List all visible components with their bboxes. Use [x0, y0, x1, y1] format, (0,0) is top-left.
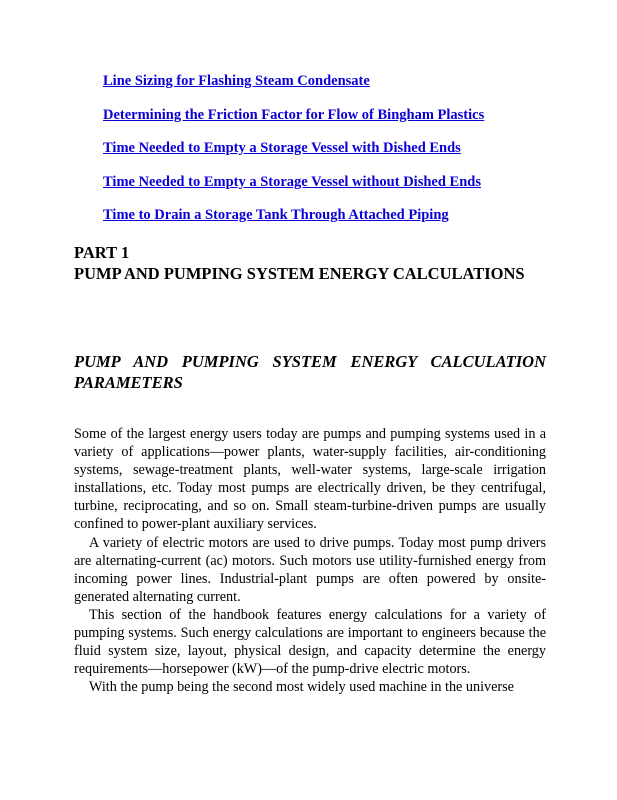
link-drain-storage-tank-attached-piping[interactable]: Time to Drain a Storage Tank Through Attached Piping: [103, 207, 449, 223]
paragraph: This section of the handbook features energy calculations for a variety of pumping systems. Such energy calculations are important to engineers because the fluid system size, layout, physical design, and capacity determine the energy requirements—horsepower (kW)—of the pump-drive electric motors.: [74, 606, 546, 678]
link-friction-factor-bingham-plastics[interactable]: Determining the Friction Factor for Flow of Bingham Plastics: [103, 106, 485, 123]
section-heading: PUMP AND PUMPING SYSTEM ENERGY CALCULATION PARAMETERS: [74, 352, 546, 392]
part-number: PART 1: [74, 243, 130, 262]
body-text: [74, 425, 546, 696]
paragraph: A variety of electric motors are used to drive pumps. Today most pump drivers are alternating-current (ac) motors. Such motors use utility-furnished energy from incoming power lines. Industrial-plant pumps are often powered by onsite-generated alternating current.: [74, 534, 546, 605]
part-header: [74, 242, 546, 284]
paragraph: With the pump being the second most widely used machine in the universe: [89, 679, 514, 696]
link-line-sizing-flashing-steam-condensate[interactable]: Line Sizing for Flashing Steam Condensate: [103, 73, 370, 89]
link-empty-storage-vessel-without-dished-ends[interactable]: Time Needed to Empty a Storage Vessel without Dished Ends: [103, 173, 481, 190]
paragraph: Some of the largest energy users today are pumps and pumping systems used in a variety of applications—power plants, water-supply facilities, air-conditioning systems, sewage-treatment plants, well-water systems, large-scale irrigation installations, etc. Today most pumps are electrically driven, be they centrifugal, turbine, reciprocating, and so on. Small steam-turbine-driven pumps are usually confined to power-plant auxiliary services.: [74, 426, 546, 533]
related-topics-list: [103, 72, 563, 240]
link-empty-storage-vessel-dished-ends[interactable]: Time Needed to Empty a Storage Vessel with Dished Ends: [103, 140, 461, 156]
part-title: PUMP AND PUMPING SYSTEM ENERGY CALCULATIONS: [74, 264, 525, 283]
